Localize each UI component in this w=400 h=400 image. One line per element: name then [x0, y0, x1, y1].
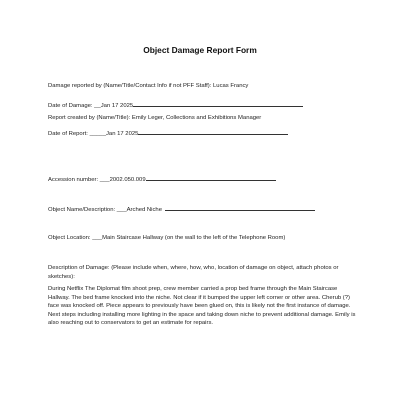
accession-label: Accession number:: [48, 177, 99, 183]
object-name-row: [48, 205, 315, 214]
object-location-label: Object Location:: [48, 235, 91, 241]
accession-value: 2002.050.009: [109, 177, 146, 183]
object-name-underline: [165, 205, 315, 211]
report-created-by-row: [48, 115, 261, 122]
date-of-damage-label: Date of Damage:: [48, 103, 93, 109]
description-value: During Netflix The Diplomat film shoot prep, crew member carried a prop bed frame through the Main Staircase Hallway. The bed frame knocked into the niche. Not clear if it bumped the upper left corner or other area. Cherub (?) face was knocked off. Piece appears to previously have been glued on, this is likely not the first instance of damage. Next steps including installing more lighting in the space and taking down niche to prevent additional damage. Emily is also reaching out to conservators to get an estimate for repairs.: [48, 286, 356, 327]
reported-by-label: Damage reported by (Name/Title/Contact Info if not PFF Staff):: [48, 83, 212, 89]
object-name-value: Arched Niche: [126, 207, 162, 213]
object-name-label: Object Name/Description:: [48, 207, 116, 213]
date-of-damage-row: [48, 101, 303, 110]
object-location-prefix: ___: [92, 235, 103, 241]
accession-prefix: ___: [99, 177, 110, 183]
accession-row: [48, 175, 276, 184]
date-of-report-label: Date of Report:: [48, 131, 88, 137]
date-of-report-prefix: _____: [89, 131, 106, 137]
object-location-row: [48, 235, 285, 242]
date-of-report-row: [48, 129, 288, 138]
reported-by-row: [48, 83, 248, 90]
report-created-by-label: Report created by (Name/Title):: [48, 115, 131, 121]
date-of-report-value: Jan 17 2025: [105, 131, 139, 137]
date-of-damage-prefix: __: [94, 103, 101, 109]
date-of-damage-value: Jan 17 2025: [100, 103, 134, 109]
object-name-prefix: ___: [116, 207, 127, 213]
reported-by-value: Lucas Francy: [213, 83, 249, 89]
object-location-value: Main Staircase Hallway (on the wall to the left of the Telephone Room): [102, 235, 286, 241]
date-of-report-underline: [138, 129, 288, 135]
report-created-by-value: Emily Leger, Collections and Exhibitions Manager: [131, 115, 262, 121]
accession-underline: [146, 175, 276, 181]
form-title: Object Damage Report Form: [143, 45, 257, 55]
description-label: Description of Damage: (Please include when, where, how, who, location of damage on object, attach photos or sketches):: [48, 265, 339, 280]
date-of-damage-underline: [133, 101, 303, 107]
